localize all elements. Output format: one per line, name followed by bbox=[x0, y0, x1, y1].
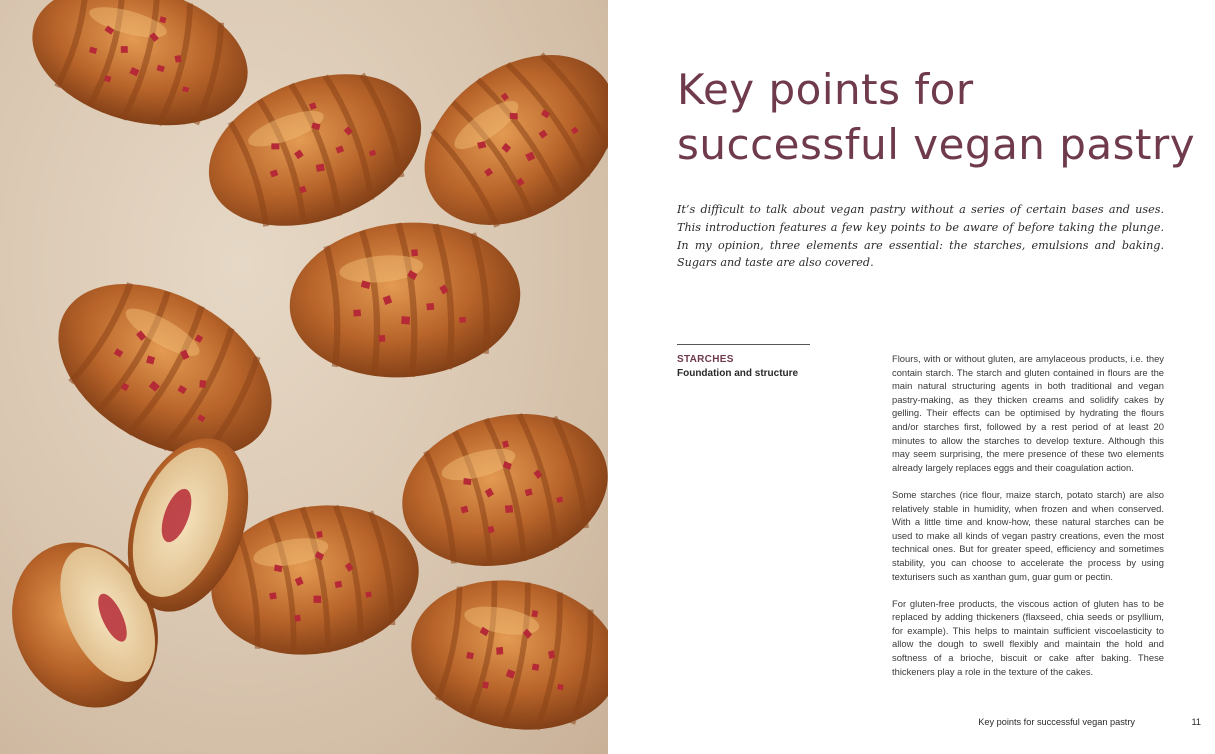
croissant-6 bbox=[385, 392, 608, 588]
page-title bbox=[677, 62, 1197, 172]
running-footer-title: Key points for successful vegan pastry bbox=[978, 717, 1135, 727]
body-paragraph-3: For gluten-free products, the viscous action of gluten has to be replaced by adding thickeners (flaxseed, chia seeds or psyllium, for example). This helps to maintain sufficient viscoelasticity to allow the dough to swell flexibly and maintain the hold and softness of a brioche, biscuit or cake after baking. These thickeners play a role in the texture of the cakes. bbox=[892, 597, 1164, 677]
croissant-1 bbox=[17, 0, 264, 148]
body-paragraph-2: Some starches (rice flour, maize starch, potato starch) are also relatively stable in humidity, when frozen and when conserved. With a little time and know-how, these natural starches can be used to make all kinds of vegan pastry creations, even the most technical ones. But for greater speed, efficiency and sometimes stability, you can choose to accelerate the process by using texturisers such as xanthan gum, guar gum or pectin. bbox=[892, 488, 1164, 582]
section-label: STARCHES bbox=[677, 354, 734, 365]
croissant-5 bbox=[28, 249, 302, 492]
section-subtitle: Foundation and structure bbox=[677, 368, 799, 379]
body-paragraph-1: Flours, with or without gluten, are amylaceous products, i.e. they contain starch. The starch and gluten contained in flours are the main natural structuring agents in both traditional and vegan pastry-making, as they thicken creams and solidify cakes by gelling. Their effects can be optimised by hydrating the flours and/or starches first, followed by a rest period of at least 20 minutes to allow the starches to develop texture. Although this may seem surprising, the mere presence of these two elements already largely replaces eggs and their coagulation action. bbox=[892, 353, 1164, 473]
croissant-4 bbox=[283, 213, 527, 387]
text-page bbox=[608, 0, 1215, 754]
page-number: 11 bbox=[1191, 717, 1201, 727]
section-divider bbox=[677, 344, 810, 345]
body-text bbox=[892, 352, 1164, 692]
page-title-line-1: Key points for bbox=[677, 65, 974, 114]
croissant-8 bbox=[399, 564, 608, 745]
intro-paragraph: It’s difficult to talk about vegan pastry without a series of certain bases and uses. This introduction features a few key points to be aware of before taking the plunge. In my opinion, three elements are essential: the starches, emulsions and baking. Sugars and taste are also covered. bbox=[677, 203, 1164, 270]
page-title-line-2: successful vegan pastry bbox=[677, 120, 1196, 169]
